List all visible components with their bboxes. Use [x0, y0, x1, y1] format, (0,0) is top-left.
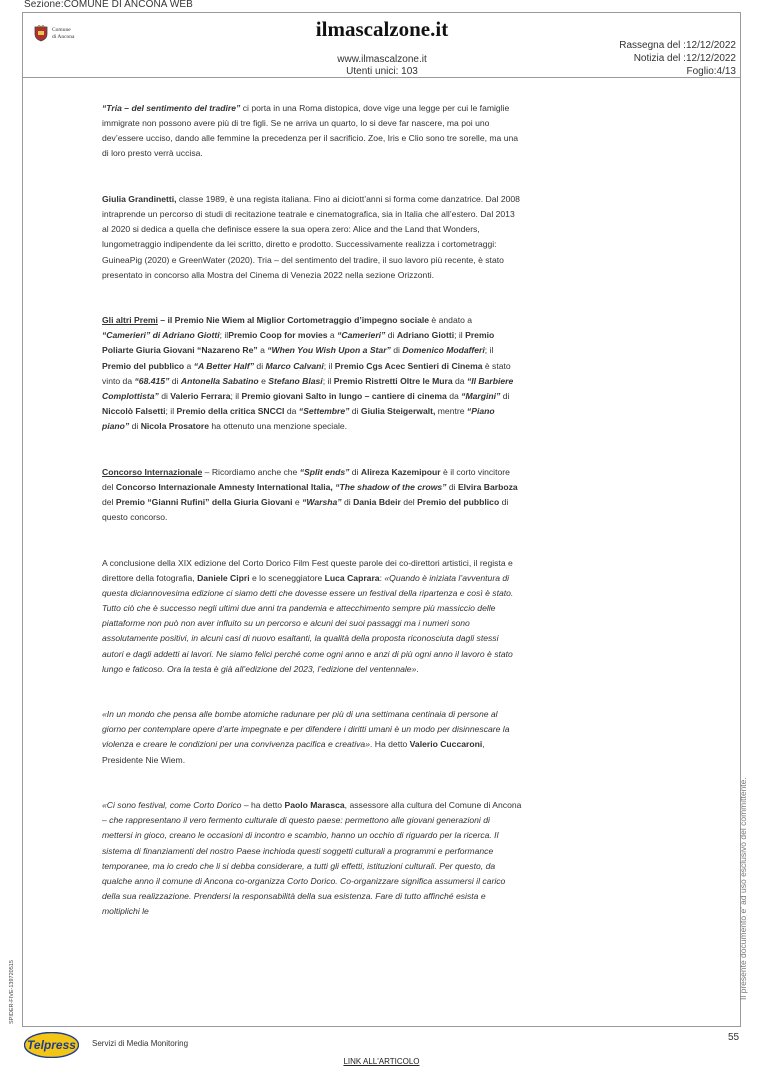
article-paragraph	[102, 101, 522, 162]
text-segment: “Warsha”	[302, 497, 342, 508]
text-segment: Domenico Modafferi	[402, 345, 485, 356]
text-segment: Paolo Marasca	[284, 800, 345, 811]
spider-id: SPIDER-FIVE-139720515	[9, 960, 15, 1024]
text-segment: Premio giovani Salto in lungo – cantiere di cinema	[241, 390, 447, 401]
text-segment: Antonella Sabatino	[180, 375, 259, 386]
text-segment: Concorso Internazionale	[102, 466, 203, 477]
site-title: ilmascalzone.it	[315, 17, 449, 41]
text-segment: del	[102, 497, 116, 508]
text-segment: «Quando è iniziata l’avventura di questa diciannovesima edizione ci siamo detti che dovesse essere un festival della ripartenza e così è stato. Tutto ciò che è successo negli ultimi due anni tra pandemia e attecchimento sempre più massiccio delle piattaforme non può non aver influito su un percorso e alcuni dei suoi passaggi ma i numeri sono assolutamente positivi, in alcuni casi di nuovo esaltanti, la qualità della proposta riconosciuta dagli stessi autori e dagli addetti ai lavori. Ne siamo felici perché come ogni anno e anzi di più ogni anno il lavoro è stato lungo e faticoso. Ora la testa è già all’edizione del 2023, l’edizione del ventennale»	[102, 572, 514, 674]
text-segment: di	[169, 375, 181, 386]
paragraph-gap	[102, 283, 522, 313]
text-segment: Adriano Giotti	[396, 330, 455, 341]
text-segment: – il Premio Nie Wiem al Miglior Cortometraggio d’impegno sociale	[157, 315, 430, 326]
site-url: www.ilmascalzone.it	[337, 54, 427, 65]
text-segment: a	[184, 360, 194, 371]
text-segment: ; il	[322, 375, 334, 386]
text-segment: ; il	[165, 406, 177, 417]
text-segment: «Ci sono festival, come Corto Dorico	[102, 800, 242, 811]
article-paragraph	[102, 556, 522, 677]
comune-logo	[34, 25, 89, 47]
rassegna-date: Rassegna del :12/12/2022	[619, 40, 736, 51]
text-segment: Dania Bdeir	[353, 497, 401, 508]
paragraph-gap	[102, 768, 522, 798]
article-paragraph	[102, 313, 522, 434]
telpress-logo	[24, 1032, 79, 1058]
text-segment: di	[349, 466, 361, 477]
text-segment: “A Better Half”	[193, 360, 255, 371]
logo-text: Comune di Ancona	[52, 27, 75, 40]
text-segment: è il corto vincitore del	[102, 466, 510, 492]
article-paragraph	[102, 192, 522, 283]
notizia-date: Notizia del :12/12/2022	[633, 53, 736, 64]
text-segment: “When You Wish Upon a Star”	[267, 345, 391, 356]
text-segment: “Settembre”	[298, 406, 350, 417]
paragraph-gap	[102, 162, 522, 192]
text-segment: a	[327, 330, 338, 341]
text-segment: Giulia Grandinetti,	[102, 193, 177, 204]
text-segment: Valerio Cuccaroni	[409, 739, 483, 750]
text-segment: di questo concorso.	[102, 497, 509, 523]
text-segment: classe 1989, è una regista italiana. Fino ai diciott’anni si forma come danzatrice. Dal 2008 intraprende un percorso di studi di recitazione teatrale e cinematografica, sia in Italia che all’estero. Dal 2013 al 2020 si dedica a quella che definisce essere la sua opera zero: Alice and the Land that Wonders, lungometraggio indipendente da lei scritto, diretto e prodotto. Successivamente realizza i cortometraggi: GuineaPig (2020) e GreenWater (2020). Tria – del sentimento del tradire, il suo lavoro più recente, è stato presentato in concorso alla Mostra del Cinema di Venezia 2022 nella sezione Orizzonti.	[102, 193, 520, 280]
text-segment: e	[292, 497, 303, 508]
text-segment: .	[416, 663, 419, 674]
text-segment: Premio del pubblico	[102, 360, 185, 371]
text-segment: – Ricordiamo anche che	[202, 466, 300, 477]
page-number: 55	[728, 1032, 740, 1043]
text-segment: di	[129, 421, 141, 432]
text-segment: “The shadow of the crows”	[335, 481, 447, 492]
text-segment: di	[254, 360, 266, 371]
foglio-number: Foglio:4/13	[686, 66, 736, 77]
text-segment: “Tria – del sentimento del tradire”	[102, 103, 241, 113]
text-segment: Stefano Blasi	[268, 375, 323, 386]
text-segment: Premio Ristretti Oltre le Mura	[333, 375, 453, 386]
article-paragraph	[102, 465, 522, 526]
text-segment: di	[349, 406, 361, 417]
text-segment: . Ha detto	[370, 739, 410, 750]
text-segment: Niccolò Falsetti	[102, 406, 166, 417]
paragraph-gap	[102, 434, 522, 464]
text-segment: ; il	[219, 330, 229, 341]
text-segment: ; il	[230, 390, 242, 401]
text-segment: di	[390, 345, 403, 356]
text-segment: che rappresentano il vero fermento culturale di questo paese: permettono alle giovani generazioni di mettersi in gioco, creano le occasioni di incontro e scambio, hanno un occhio di riguardo per la ricerca. Il sistema di finanziamenti del nostro Paese inchioda questi soggetti culturali a programmi e performance temporanee, ma io credo che li si debba considerare, a tutti gli effetti, istituzioni culturali. Per questo, da qualche anno il comune di Ancona co-organizza Corto Dorico. Co-organizzare significa assumersi il carico della sua realizzazione. Prendersi la responsabilità della sua esistenza. Fare di tutto affinché esista e moltiplichi le	[102, 815, 506, 917]
sezione-label: Sezione:COMUNE DI ANCONA WEB	[24, 0, 193, 10]
text-segment: A conclusione della XIX edizione del Corto Dorico Film Fest queste parole dei co-direttori artistici, il regista e direttore della fotografia,	[102, 557, 513, 583]
text-segment: è stato vinto da	[102, 360, 511, 386]
paragraph-gap	[102, 677, 522, 707]
article-paragraph	[102, 707, 522, 768]
header-divider	[22, 77, 741, 78]
text-segment: Premio Coop for movies	[228, 330, 328, 341]
text-segment: Premio del pubblico	[417, 497, 500, 508]
text-segment: del	[400, 497, 418, 508]
text-segment: Concorso Internazionale Amnesty International Italia,	[115, 481, 336, 492]
text-segment: “Margini”	[461, 390, 501, 401]
article-body	[102, 101, 522, 919]
text-segment: Marco Calvani	[265, 360, 324, 371]
article-paragraph	[102, 798, 522, 919]
text-segment: Elvira Barboza	[457, 481, 518, 492]
side-note: Il presente documento e' ad uso esclusivo del committente.	[738, 777, 748, 1000]
text-segment: ; il	[454, 330, 466, 341]
text-segment: Nicola Prosatore	[140, 421, 209, 432]
text-segment: mentre	[435, 406, 467, 417]
text-segment: è andato a	[429, 315, 473, 326]
text-segment: ; il	[484, 345, 494, 356]
telpress-label: Servizi di Media Monitoring	[92, 1039, 189, 1048]
text-segment: – ha detto	[241, 800, 285, 811]
text-segment: Daniele Cipri	[197, 572, 250, 583]
article-link[interactable]: LINK ALL'ARTICOLO	[343, 1057, 420, 1066]
text-segment: :	[379, 572, 385, 583]
text-segment: Luca Caprara	[324, 572, 380, 583]
text-segment: di	[341, 497, 354, 508]
text-segment: a	[257, 345, 268, 356]
text-segment: da	[284, 406, 299, 417]
text-segment: ha ottenuto una menzione speciale.	[208, 421, 348, 432]
paragraph-gap	[102, 525, 522, 555]
text-segment: Premio della critica SNCCI	[176, 406, 285, 417]
text-segment: Valerio Ferrara	[170, 390, 231, 401]
text-segment: Premio “Gianni Rufini” della Giuria Giovani	[115, 497, 293, 508]
text-segment: “Camerieri”	[337, 330, 386, 341]
text-segment: Premio Poliarte Giuria Giovani “Nazareno Re”	[102, 330, 495, 356]
text-segment: di	[158, 390, 171, 401]
text-segment: “Piano piano”	[102, 406, 495, 432]
text-segment: Alireza Kazemipour	[360, 466, 441, 477]
text-segment: ; il	[323, 360, 335, 371]
site-users: Utenti unici: 103	[346, 66, 418, 77]
text-segment: Gli altri Premi	[102, 315, 158, 326]
text-segment: da	[446, 390, 462, 401]
text-segment: «In un mondo che pensa alle bombe atomiche radunare per più di una settimana centinaia di persone al giorno per contemplare opere d’arte impegnate e per difendere i diritti umani è un modo per disinnescare la violenza e creare le condizioni per una convivenza pacifica e creativa»	[102, 709, 510, 750]
text-segment: Premio Cgs Acec Sentieri di Cinema	[334, 360, 483, 371]
text-segment: Giulia Steigerwalt,	[360, 406, 436, 417]
text-segment: “Il Barbiere Complottista”	[102, 375, 514, 401]
text-segment: di	[500, 390, 510, 401]
text-segment: , assessore alla cultura del Comune di Ancona –	[102, 800, 522, 826]
crest-icon	[34, 25, 48, 42]
text-segment: da	[452, 375, 467, 386]
text-segment: “68.415”	[134, 375, 170, 386]
text-segment: e lo sceneggiatore	[249, 572, 325, 583]
text-segment: “Camerieri” di Adriano Giotti	[102, 330, 220, 341]
text-segment: , Presidente Nie Wiem.	[102, 739, 485, 765]
text-segment: e	[258, 375, 269, 386]
text-segment: ci porta in una Roma distopica, dove vige una legge per cui le famiglie immigrate non possono avere più di tre figli. Se ne arriva un quarto, lo si deve far nascere, ma poi uno dev’essere ucciso, dando alle femmine la precedenza per il sacrificio. Zoe, Iris e Clio sono tre sorelle, ma una di loro presto verrà uccisa.	[102, 103, 519, 159]
telpress-logo-text: Telpress	[27, 1038, 76, 1052]
text-segment: di	[446, 481, 458, 492]
text-segment: di	[385, 330, 397, 341]
text-segment: “Split ends”	[299, 466, 350, 477]
